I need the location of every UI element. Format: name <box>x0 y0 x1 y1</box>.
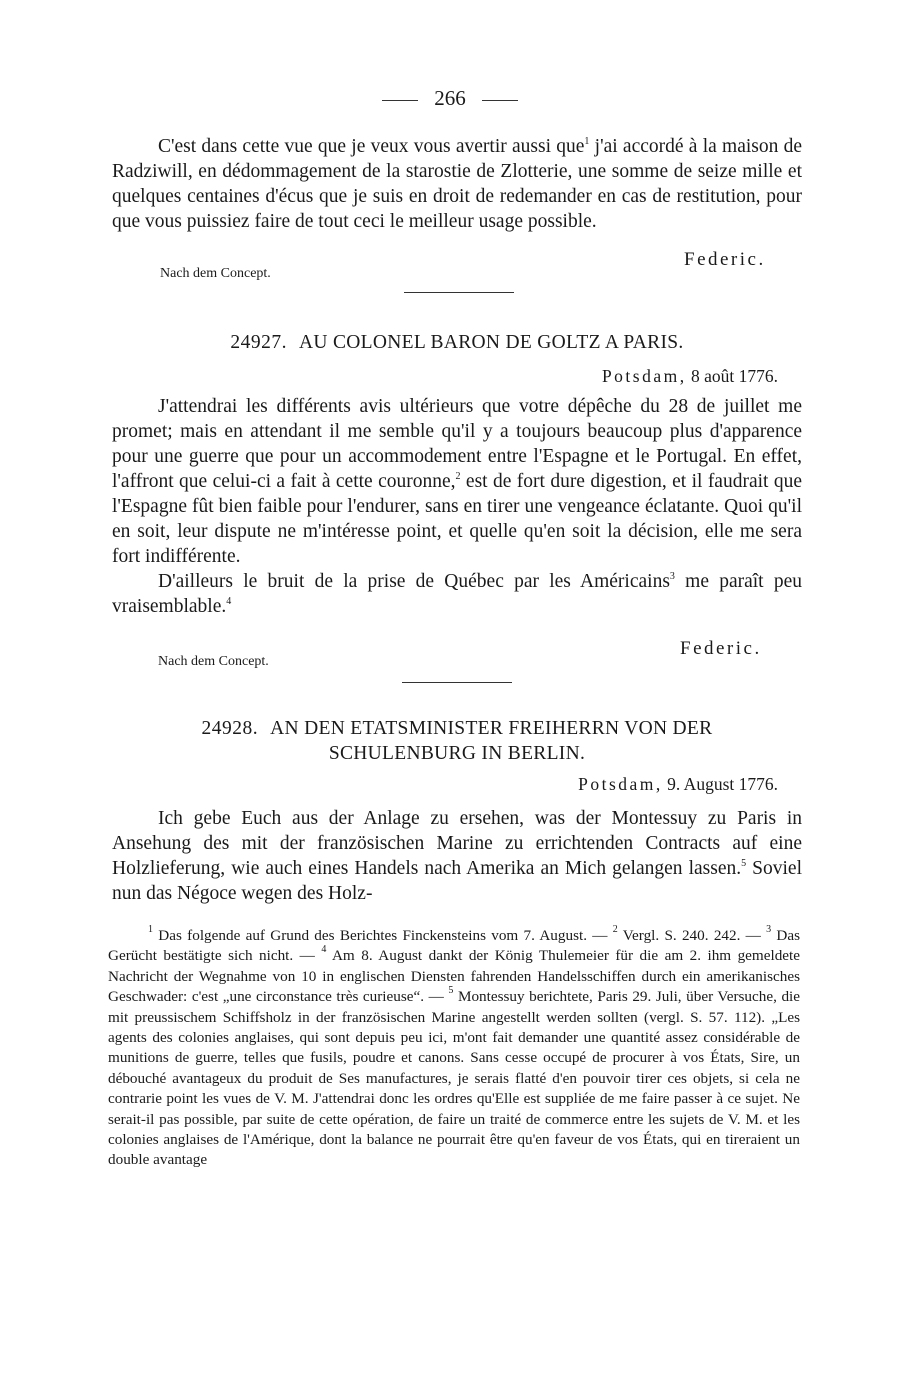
letter-24927-p1-text: J'attendrai les différents avis ultérieurs que votre dépêche du 28 de juillet me promet; mais en attendant il me semble qu'il y a toujours beaucoup plus d'apparence pour une guerre que pour un accommodement entre l'Espagne et le Portugal. En effet, l'affront que celui-ci a fait à cette couronne, <box>112 396 802 492</box>
letter-24927-place: Potsdam, <box>601 366 687 386</box>
letter-24927-heading <box>112 332 802 354</box>
letter-24927-date: 8 août 1776. <box>690 366 778 386</box>
footnote-4-text: Am 8. August dankt der König Thulemeier für die am 2. ihm gemeldete Nachricht der Wegnahme von 10 in englischen Diensten fahrenden Handelsschiffen durch ein amerikanisches Geschwader: c'est „une circonstance très curieuse“. — <box>108 947 800 1006</box>
footnote-mark-2: 2 <box>612 924 618 935</box>
letter-24927-source-note: Nach dem Concept. <box>158 654 269 669</box>
footnote-3-text: Das Gerücht bestätigte sich nicht. — <box>108 927 801 965</box>
prev-letter-paragraph <box>112 134 802 234</box>
footnotes-paragraph <box>108 926 800 1171</box>
letter-24928-body <box>112 806 802 906</box>
letter-24927-p1-rest: est de fort dure digestion, et il faudrait que l'Espagne fût bien faible pour l'endurer, sans en tirer une vengeance éclatante. Quoi qu'il en soit, leur dispute ne m'intéresse point, et quelle qu'en soit la décision, elle me sera fort indifférente. <box>112 471 802 567</box>
letter-24928-heading <box>112 718 802 740</box>
letter-24928-title-line-1: AN DEN ETATSMINISTER FREIHERRN VON DER <box>270 718 713 739</box>
letter-24928-p1-rest: Soviel nun das Négoce wegen des Holz- <box>112 858 803 904</box>
prev-letter-source-note: Nach dem Concept. <box>160 266 271 281</box>
letter-24927-number: 24927. <box>230 332 288 353</box>
prev-letter-text-b: j'ai accordé à la maison de Radziwill, en dédommagement de la starostie de Zlotterie, une somme de seize mille et quelques centaines d'écus que je suis en droit de redemander en cas de restitution, pour que vous puissiez faire de tout ceci le meilleur usage possible. <box>112 136 803 232</box>
footnote-mark-3: 3 <box>766 924 772 935</box>
letter-24927-paragraph-1 <box>112 394 802 569</box>
prev-letter-text-a: C'est dans cette vue que je veux vous avertir aussi que <box>158 136 585 157</box>
footnote-ref-5: 5 <box>741 858 747 869</box>
page-number-dash-right <box>482 100 518 101</box>
page-number-text: 266 <box>434 86 466 110</box>
footnote-ref-2: 2 <box>455 471 461 482</box>
footnote-5-text: Montessuy berichtete, Paris 29. Juli, über Versuche, die mit preussischem Schiffsholz in der französischen Marine angestellt werden sollten (vergl. S. 57. 112). „Les agents des colonies anglaises, qui sont depuis peu ici, m'ont fait demander une quantité assez considérable de munitions de guerre, telles que fusils, poudre et canons. Sans cesse occupé de procurer à vos États, Sire, un débouché avantageux du produit de Ses manufactures, je serais flatté d'en pouvoir tirer ces objets, si cela ne contrarie point les vues de V. M. J'attendrai donc les ordres qu'Elle est suppliée de me faire passer à ce sujet. Ne serait-il pas possible, par suite de cette opération, de faire un traité de commerce entre les sujets de V. M. et les colonies anglaises de l'Amérique, dont la balance ne pourrait être qu'en faveur de vos États, qui en tireraient un double avantage <box>108 988 801 1169</box>
letter-24927-p2-text: D'ailleurs le bruit de la prise de Québec par les Américains <box>158 571 670 592</box>
footnote-mark-1: 1 <box>148 924 153 935</box>
footnote-ref-1: 1 <box>584 136 590 147</box>
letter-24928-dateline <box>578 774 778 795</box>
letter-24928-p1-text: Ich gebe Euch aus der Anlage zu ersehen, was der Montessuy zu Paris in Ansehung des mit der französischen Marine zu errichtenden Contracts auf eine Holzlieferung, wie auch eines Handels nach Amerika an Mich gelangen lassen. <box>112 808 802 879</box>
footnote-ref-4: 4 <box>226 596 232 607</box>
section-divider <box>404 292 514 293</box>
letter-24927-p2-mid: me paraît peu vraisemblable. <box>112 571 802 617</box>
footnote-ref-3: 3 <box>669 571 675 582</box>
footnote-2-text: Vergl. S. 240. 242. — <box>622 927 761 944</box>
letter-24928-paragraph-1 <box>112 806 802 906</box>
letter-24927-title: AU COLONEL BARON DE GOLTZ A PARIS. <box>299 332 684 353</box>
letter-24928-title-line-2: SCHULENBURG IN BERLIN. <box>328 743 586 764</box>
prev-letter-body <box>112 134 802 234</box>
page-number-dash-left <box>382 100 418 101</box>
letter-24927-paragraph-2 <box>112 569 802 619</box>
footnotes <box>108 926 800 1171</box>
letter-24928-place: Potsdam, <box>578 774 663 794</box>
letter-24928-heading-line-2 <box>112 743 802 765</box>
letter-24927-body <box>112 394 802 619</box>
letter-24928-number: 24928. <box>201 718 259 739</box>
section-divider-2 <box>402 682 512 683</box>
page-number <box>0 86 900 111</box>
prev-letter-signature: Federic. <box>684 249 766 270</box>
footnote-mark-4: 4 <box>321 944 327 956</box>
footnote-mark-5: 5 <box>448 985 454 997</box>
letter-24928-date: 9. August 1776. <box>667 774 778 794</box>
letter-24927-signature: Federic. <box>680 638 762 659</box>
letter-24927-dateline <box>602 366 778 387</box>
footnote-1-text: Das folgende auf Grund des Berichtes Finckensteins vom 7. August. — <box>158 927 608 944</box>
